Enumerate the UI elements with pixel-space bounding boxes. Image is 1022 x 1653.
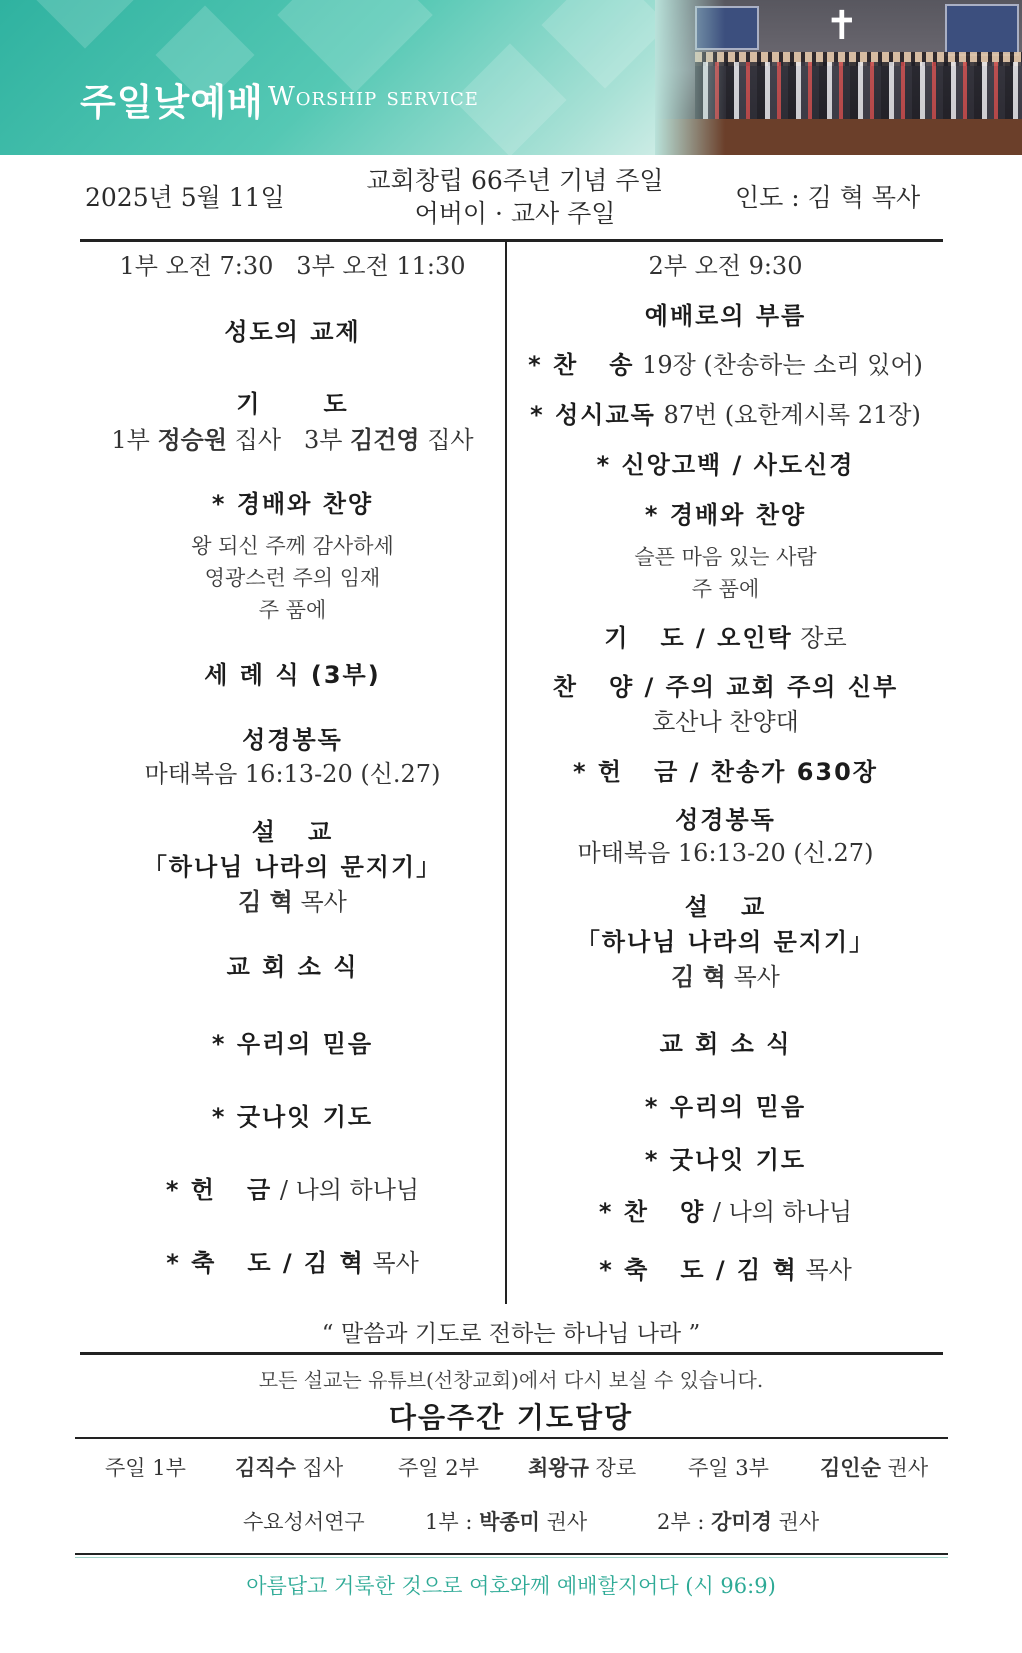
page-subtitle: Worship service <box>268 82 479 112</box>
benediction-label: * 축 도 / 김 혁 <box>166 1249 365 1277</box>
schedule-bottom-rule <box>75 1553 948 1555</box>
prayer-title: 장로 <box>792 624 847 652</box>
fellowship-heading: 성도의 교제 <box>224 318 361 346</box>
decor-tile <box>21 0 148 49</box>
top-divider <box>80 239 943 242</box>
sunday-3-leader <box>820 1452 928 1482</box>
sunday-1-title: 집사 <box>295 1456 344 1480</box>
preacher-name: 김 혁 <box>671 963 726 991</box>
header-banner <box>0 0 1022 155</box>
scripture-heading: 성경봉독 <box>675 806 776 834</box>
baptism-heading: 세 례 식 (3부) <box>204 661 381 689</box>
wednesday-2-leader <box>657 1506 819 1536</box>
wednesday-1-title: 권사 <box>539 1510 588 1534</box>
anthem-song: / 나의 하나님 <box>705 1198 853 1226</box>
responsive-reading-label: * 성시교독 <box>530 401 656 429</box>
scripture-heading: 성경봉독 <box>242 726 343 754</box>
congregation-photo <box>655 0 1022 155</box>
choir-name: 호산나 찬양대 <box>652 708 799 736</box>
benediction-label: * 축 도 / 김 혁 <box>599 1256 798 1284</box>
anthem-line <box>508 1198 943 1227</box>
wednesday-1-name: 박종미 <box>479 1510 540 1534</box>
theme-quote: “ 말씀과 기도로 전하는 하나님 나라 ” <box>321 1321 701 1347</box>
bottom-divider <box>80 1352 943 1355</box>
benediction-title: 목사 <box>364 1249 419 1277</box>
our-faith-heading: * 우리의 믿음 <box>211 1030 374 1058</box>
youtube-note: 모든 설교는 유튜브(선창교회)에서 다시 보실 수 있습니다. <box>258 1368 764 1392</box>
worship-praise-heading: * 경배와 찬양 <box>211 490 374 518</box>
wednesday-1-leader <box>425 1506 587 1536</box>
benediction-line <box>80 1249 505 1278</box>
goodnight-prayer-heading: * 굿나잇 기도 <box>211 1103 374 1131</box>
offering-line <box>80 1176 505 1205</box>
worship-praise-heading: * 경배와 찬양 <box>644 501 807 529</box>
sermon-heading: 설 교 <box>684 893 767 921</box>
prayer-1-title: 집사 <box>227 426 304 454</box>
anthem-label: * 찬 양 <box>598 1198 706 1226</box>
preacher <box>80 888 505 917</box>
crowd <box>695 62 1022 122</box>
anthem-heading: 찬 양 / 주의 교회 주의 신부 <box>552 673 899 701</box>
sunday-2-label: 주일 2부 <box>398 1456 479 1480</box>
offering-song: / 나의 하나님 <box>272 1176 420 1204</box>
sunday-1-leader <box>235 1452 343 1482</box>
stage <box>655 119 1022 155</box>
song-item: 주 품에 <box>258 598 327 622</box>
prayer-3-name: 김건영 <box>350 426 420 454</box>
sunday-3-title: 권사 <box>880 1456 929 1480</box>
prayer-1-label: 1부 <box>111 426 158 454</box>
preacher <box>508 963 943 992</box>
song-item: 슬픈 마음 있는 사람 <box>634 545 817 569</box>
creed-heading: * 신앙고백 / 사도신경 <box>596 451 855 479</box>
prayer-line <box>508 624 943 653</box>
sunday-2-leader <box>528 1452 636 1482</box>
church-news-heading: 교 회 소 식 <box>226 953 359 981</box>
hymn-line <box>508 351 943 380</box>
page-title: 주일낮예배 <box>80 81 264 124</box>
offering-heading: * 헌 금 / 찬송가 630장 <box>572 758 878 786</box>
wednesday-study-label: 수요성서연구 <box>243 1510 365 1534</box>
next-week-heading: 다음주간 기도담당 <box>388 1401 634 1434</box>
preacher-title: 목사 <box>725 963 780 991</box>
song-item: 주 품에 <box>691 577 760 601</box>
song-item: 왕 되신 주께 감사하세 <box>191 534 394 558</box>
schedule-bottom-accent-rule <box>75 1557 948 1558</box>
prayer-1-name: 정승원 <box>157 426 228 454</box>
offering-label: * 헌 금 <box>165 1176 273 1204</box>
decor-tile <box>541 0 668 89</box>
cross-icon: ✝ <box>825 3 859 49</box>
responsive-reading-line <box>508 401 943 430</box>
sermon-heading: 설 교 <box>251 818 334 846</box>
song-item: 영광스런 주의 임재 <box>204 566 381 590</box>
scripture-reference: 마태복음 16:13-20 (신.27) <box>144 760 441 788</box>
sunday-1-label: 주일 1부 <box>105 1456 186 1480</box>
preacher-title: 목사 <box>292 888 347 916</box>
sunday-1-name: 김직수 <box>235 1456 296 1480</box>
hymn-label: * 찬 송 <box>528 351 635 379</box>
call-to-worship-heading: 예배로의 부름 <box>644 302 807 330</box>
wednesday-2-label: 2부 : <box>657 1510 712 1534</box>
wednesday-2-title: 권사 <box>771 1510 820 1534</box>
projection-screen <box>945 4 1019 56</box>
sermon-title: 「하나님 나라의 문지기」 <box>142 853 443 881</box>
benediction-title: 목사 <box>797 1256 852 1284</box>
responsive-reading-detail: 87번 (요한계시록 21장) <box>655 401 921 429</box>
sunday-3-label: 주일 3부 <box>688 1456 769 1480</box>
prayer-label: 기 도 / 오인탁 <box>604 624 793 652</box>
benediction-line <box>508 1256 943 1285</box>
service-date: 2025년 5월 11일 <box>85 183 285 212</box>
service-times-1-3: 1부 오전 7:30 3부 오전 11:30 <box>119 252 466 280</box>
occasion-line-1: 교회창립 66주년 기념 주일 <box>366 166 664 195</box>
hymn-detail: 19장 (찬송하는 소리 있어) <box>634 351 923 379</box>
sunday-2-title: 장로 <box>588 1456 637 1480</box>
goodnight-prayer-heading: * 굿나잇 기도 <box>644 1146 807 1174</box>
sermon-title: 「하나님 나라의 문지기」 <box>575 928 876 956</box>
schedule-top-rule <box>75 1437 948 1439</box>
prayer-leaders <box>80 426 505 455</box>
column-divider <box>505 242 507 1304</box>
projection-screen <box>695 6 759 50</box>
occasion-line-2: 어버이 · 교사 주일 <box>414 199 616 228</box>
preacher-name: 김 혁 <box>238 888 293 916</box>
our-faith-heading: * 우리의 믿음 <box>644 1093 807 1121</box>
wednesday-1-label: 1부 : <box>425 1510 480 1534</box>
prayer-3-title: 집사 <box>419 426 474 454</box>
decor-tile <box>277 0 433 93</box>
footer-verse: 아름답고 거룩한 것으로 여호와께 예배할지어다 (시 96:9) <box>246 1574 776 1598</box>
prayer-heading: 기 도 <box>236 390 349 418</box>
church-news-heading: 교 회 소 식 <box>659 1030 792 1058</box>
sunday-3-name: 김인순 <box>820 1456 881 1480</box>
scripture-reference: 마태복음 16:13-20 (신.27) <box>577 839 874 867</box>
wednesday-2-name: 강미경 <box>711 1510 772 1534</box>
service-leader: 인도 : 김 혁 목사 <box>735 183 921 212</box>
sunday-2-name: 최왕규 <box>528 1456 589 1480</box>
service-times-2: 2부 오전 9:30 <box>648 252 803 280</box>
prayer-3-label: 3부 <box>303 426 351 454</box>
